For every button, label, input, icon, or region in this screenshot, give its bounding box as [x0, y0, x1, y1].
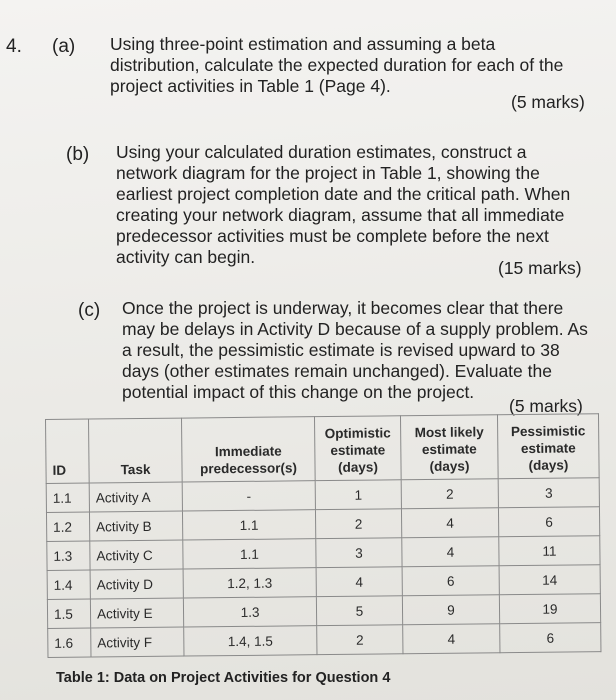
question-number: 4.	[6, 36, 22, 57]
cell-task: Activity C	[90, 540, 183, 570]
table-row	[48, 623, 601, 658]
cell-most-likely: 9	[402, 595, 499, 625]
part-c-line: potential impact of this change on the project.	[122, 382, 475, 402]
part-c-line: Once the project is underway, it becomes clear that there	[122, 298, 564, 318]
part-b-line: Using your calculated duration estimates, construct a	[116, 142, 527, 162]
cell-predecessors: 1.2, 1.3	[183, 568, 316, 598]
cell-optimistic: 2	[315, 509, 401, 539]
cell-pessimistic: 6	[500, 623, 601, 653]
cell-task: Activity E	[90, 598, 183, 628]
cell-optimistic: 1	[315, 480, 401, 510]
part-c-label: (c)	[78, 300, 101, 321]
header-most-likely-line: estimate	[421, 441, 477, 458]
part-a-line: project activities in Table 1 (Page 4).	[110, 76, 391, 96]
part-b-label: (b)	[66, 144, 90, 165]
part-c-text	[122, 298, 588, 403]
cell-pessimistic: 6	[498, 507, 599, 537]
cell-predecessors: -	[182, 481, 315, 511]
part-b-line: predecessor activities must be complete before the next	[116, 226, 549, 246]
header-task: Task	[89, 418, 183, 483]
cell-id: 1.6	[48, 628, 91, 657]
part-a-line: distribution, calculate the expected duration for each of the	[110, 55, 564, 75]
cell-pessimistic: 19	[499, 594, 600, 624]
header-optimistic-line: (days)	[338, 459, 378, 475]
header-most-likely	[400, 415, 498, 480]
header-most-likely-line: (days)	[429, 458, 470, 474]
cell-most-likely: 2	[401, 479, 498, 509]
cell-id: 1.2	[46, 512, 89, 541]
cell-most-likely: 6	[402, 566, 499, 596]
part-a-label: (a)	[52, 36, 76, 57]
cell-predecessors: 1.1	[182, 510, 315, 540]
part-a-text	[110, 34, 563, 97]
cell-predecessors: 1.3	[183, 597, 316, 627]
part-b-line: creating your network diagram, assume that all immediate	[116, 205, 565, 225]
header-optimistic-line: Optimistic	[324, 425, 391, 442]
cell-most-likely: 4	[403, 624, 500, 654]
part-a-marks: (5 marks)	[511, 92, 585, 112]
table-caption: Table 1: Data on Project Activities for Question 4	[56, 670, 391, 686]
cell-optimistic: 3	[316, 538, 402, 568]
project-activities-table	[45, 413, 601, 658]
table-header-row	[46, 414, 600, 484]
header-pessimistic-line: (days)	[528, 457, 569, 473]
cell-optimistic: 5	[316, 596, 402, 626]
cell-task: Activity D	[90, 569, 183, 599]
part-c-line: may be delays in Activity D because of a supply problem. As	[122, 319, 588, 339]
header-pessimistic-line: estimate	[520, 440, 576, 457]
cell-task: Activity B	[89, 511, 182, 541]
header-id: ID	[46, 419, 90, 483]
cell-predecessors: 1.4, 1.5	[184, 626, 317, 656]
part-b-marks: (15 marks)	[498, 258, 582, 278]
part-b-line: network diagram for the project in Table 1, showing the	[116, 163, 540, 183]
cell-id: 1.1	[46, 483, 89, 512]
cell-most-likely: 4	[402, 537, 499, 567]
cell-pessimistic: 11	[499, 536, 600, 566]
header-pessimistic	[497, 414, 599, 479]
part-b-line: earliest project completion date and the critical path. When	[116, 184, 571, 204]
part-c-line: days (other estimates remain unchanged). Evaluate the	[122, 361, 552, 381]
cell-id: 1.4	[47, 570, 90, 599]
cell-optimistic: 4	[316, 567, 402, 597]
header-optimistic-line: estimate	[330, 442, 386, 459]
part-b-text	[116, 142, 570, 268]
part-b-line: activity can begin.	[116, 247, 256, 267]
cell-id: 1.5	[47, 599, 90, 628]
cell-id: 1.3	[47, 541, 90, 570]
cell-task: Activity A	[89, 482, 182, 512]
header-optimistic	[314, 416, 401, 481]
cell-pessimistic: 14	[499, 565, 600, 595]
header-most-likely-line: Most likely	[414, 424, 484, 441]
cell-most-likely: 4	[401, 508, 498, 538]
header-predecessors	[181, 417, 315, 482]
part-c-line: a result, the pessimistic estimate is revised upward to 38	[122, 340, 560, 360]
cell-optimistic: 2	[317, 625, 403, 655]
header-predecessors-line: predecessor(s)	[200, 460, 297, 477]
header-pessimistic-line: Pessimistic	[510, 423, 586, 440]
part-a-line: Using three-point estimation and assuming a beta	[110, 34, 496, 54]
cell-task: Activity F	[91, 627, 184, 657]
part-c-marks: (5 marks)	[509, 396, 583, 416]
header-predecessors-line: Immediate	[214, 443, 282, 460]
cell-pessimistic: 3	[498, 478, 599, 508]
cell-predecessors: 1.1	[183, 539, 316, 569]
